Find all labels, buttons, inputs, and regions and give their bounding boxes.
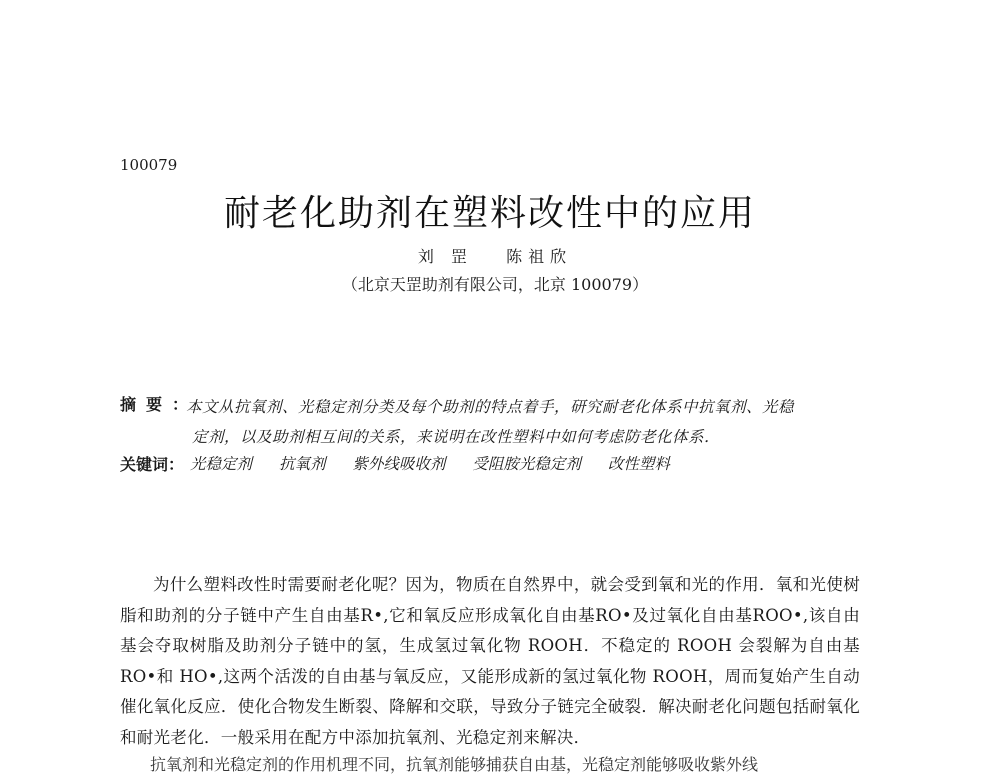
abstract-label: 摘要： [120,395,199,414]
keywords-label: 关键词： [120,455,185,474]
keyword-item: 紫外线吸收剂 [352,455,446,473]
author-1: 刘 罡 [417,247,473,266]
paper-title: 耐老化助剂在塑料改性中的应用 [223,193,756,234]
body-paragraph: 为什么塑料改性时需要耐老化呢？因为，物质在自然界中，就会受到氧和光的作用．氧和光使树脂和助剂的分子链中产生自由基R•,它和氧反应形成氧化自由基RO•及过氧化自由基ROO•,该自由基会夺取树脂及助剂分子链中的氢，生成氢过氧化物 ROOH．不稳定的 ROOH 会裂解为自由基 RO•和 HO•,这两个活泼的自由基与氧反应，又能形成新的氢过氧化物 ROOH，周而复始产生自动催化氧化反应．使化合物发生断裂、降解和交联，导致分子链完全破裂．解决耐老化问题包括耐氧化和耐光老化．一般采用在配方中添加抗氧剂、光稳定剂来解决． [120,575,860,747]
keyword-item: 抗氧剂 [278,455,326,473]
keyword-item: 光稳定剂 [190,455,253,473]
document-code: 100079 [120,156,178,174]
author-2: 陈祖欣 [506,247,573,266]
body-cut-line: 抗氧剂和光稳定剂的作用机理不同，抗氧剂能够捕获自由基，光稳定剂能够吸收紫外线 [150,755,759,774]
abstract-line-1: 本文从抗氧剂、光稳定剂分类及每个助剂的特点着手，研究耐老化体系中抗氧剂、光稳 [186,398,795,416]
keyword-item: 受阻胺光稳定剂 [472,455,581,473]
affiliation: （北京天罡助剂有限公司，北京 100079） [341,275,649,294]
keywords-list [190,452,692,474]
keyword-item: 改性塑料 [607,455,670,473]
abstract-line-2: 定剂，以及助剂相互间的关系，来说明在改性塑料中如何考虑防老化体系． [192,428,721,446]
author-list [0,244,990,267]
abstract-text [186,392,866,452]
